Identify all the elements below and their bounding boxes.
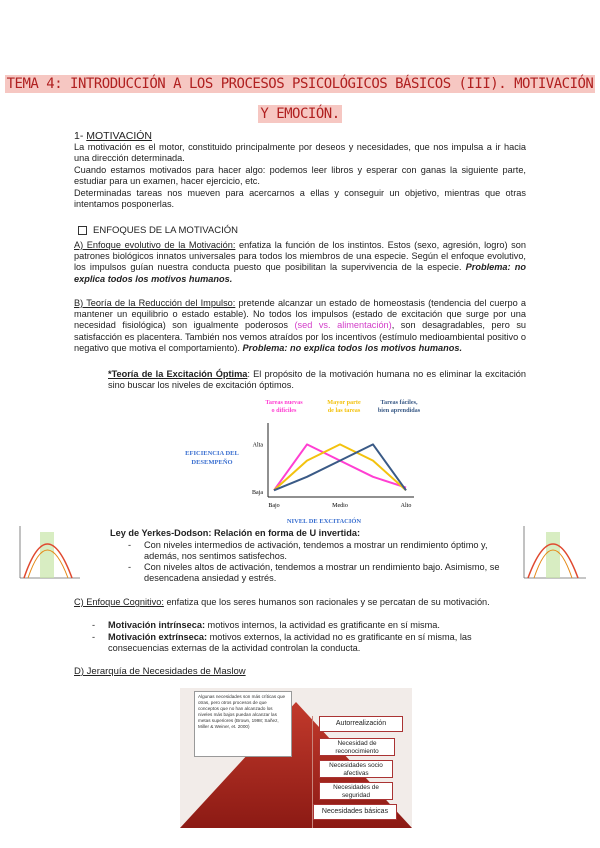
y-tick-label: Alta xyxy=(252,442,263,449)
legend-tareas-faciles: Tareas fáciles, bien aprendidas xyxy=(377,399,421,414)
section1-para3: Determinadas tareas nos mueven para acercarnos a ellas y conseguir un objetivo, mientras que otras intentamos posponerlas. xyxy=(74,188,526,210)
x-axis-label: NIVEL DE EXCITACIÓN xyxy=(286,518,362,525)
maslow-figure xyxy=(180,688,412,828)
axis-ticks xyxy=(252,442,411,509)
page-title-line2: Y EMOCIÓN. xyxy=(260,106,340,122)
section1-para2: Cuando estamos motivados para hacer algo: podemos leer libros y esperar con ganas la siguiente parte, estudiar para un examen, hacer ejercicio, etc. xyxy=(74,165,526,187)
maslow-level-1: Autorrealización xyxy=(319,716,403,732)
enfoque-cognitivo: C) Enfoque Cognitivo: enfatiza que los seres humanos son racionales y se percatan de su motivación. xyxy=(74,597,490,607)
legend-mayor-parte: Mayor parte de las tareas xyxy=(327,399,361,414)
yerkes-title: Ley de Yerkes-Dodson: Relación en forma de U invertida: xyxy=(110,528,361,538)
x-tick-label: Medio xyxy=(332,503,348,509)
yerkes-mini-chart-left xyxy=(10,520,84,586)
y-tick-label: Baja xyxy=(252,489,263,496)
y-axis-label: EFICIENCIA DEL DESEMPEÑO xyxy=(185,450,239,466)
arousal-chart-svg xyxy=(174,393,428,526)
motivacion-intrinseca: - Motivación intrínseca: motivos internos, la actividad es gratificante en sí misma. xyxy=(92,620,440,630)
series-curves xyxy=(274,444,406,490)
maslow-level-3: Necesidades socio afectivas xyxy=(319,760,393,778)
yerkes-mini-chart-right xyxy=(514,520,590,586)
series-line-2 xyxy=(274,444,406,490)
enfoques-heading: ENFOQUES DE LA MOTIVACIÓN xyxy=(78,225,238,236)
yerkes-item-2: - Con niveles altos de activación, tendemos a mostrar un rendimiento bajo. Asimismo, se desencadena ansiedad y estrés. xyxy=(128,562,500,584)
maslow-level-5: Necesidades básicas xyxy=(313,804,397,820)
x-tick-label: Bajo xyxy=(268,503,280,509)
excitacion-optima: *Teoría de la Excitación Óptima: El propósito de la motivación humana no es eliminar la excitación sino buscar los niveles de excitación óptimos. xyxy=(108,369,526,391)
legend-tareas-nuevas: Tareas nuevas o difíciles xyxy=(265,399,303,414)
x-tick-label: Alto xyxy=(400,503,412,509)
maslow-level-4: Necesidades de seguridad xyxy=(319,782,393,800)
series-line-0 xyxy=(274,444,406,490)
maslow-note: Algunas necesidades son más críticas que otras, pero otros procesos de que conceptos que no han alcanzado los niveles más bajos puedan alcanzar las metas superiores (Brown, 1998; Sañez, Miller & Weiner, et. 2000) xyxy=(194,691,292,757)
page-title-line1: TEMA 4: INTRODUCCIÓN A LOS PROCESOS PSICOLÓGICOS BÁSICOS (III). MOTIVACIÓN xyxy=(6,76,594,92)
maslow-levels xyxy=(312,716,404,828)
enfoque-evolutivo: A) Enfoque evolutivo de la Motivación: enfatiza la función de los instintos. Estos (sexo, agresión, logro) son patrones biológicos innatos universales para todos los miembros de una especie. Según el enfoque evolutivo, los impulsos guían nuestra conducta puesto que posibilitan la supervivencia de la especie. Problema: no explica todos los motivos humanos. xyxy=(74,240,526,284)
maslow-title: D) Jerarquía de Necesidades de Maslow xyxy=(74,666,246,677)
reduccion-impulso: B) Teoría de la Reducción del Impulso: pretende alcanzar un estado de homeostasis (tendencia del cuerpo a mantener un equilibrio o estado estable). No todos los impulsos (estado de excitación que surge por una necesidad fisiológica) son igualmente poderosos (sed vs. alimentación), son desagradables, pero su satisfacción es placentera. También nos vemos atraídos por los incentivos (estímulo medioambiental positivo o negativo que motiva el comportamiento). Problema: no explica todos los motivos humanos. xyxy=(74,298,527,353)
maslow-level-2: Necesidad de reconocimiento xyxy=(319,738,395,756)
yerkes-item-1: - Con niveles intermedios de activación, tendemos a mostrar un rendimiento óptimo y, además, nos sentimos satisfechos. xyxy=(128,540,488,562)
checkbox-icon[interactable] xyxy=(78,226,87,235)
section1-para1: La motivación es el motor, constituido principalmente por deseos y necesidades, que nos impulsa a ir hacia una dirección determinada. xyxy=(74,142,526,164)
motivacion-extrinseca: - Motivación extrínseca: motivos externos, la actividad no es gratificante en sí misma, las consecuencias externas de la actividad controlan la conducta. xyxy=(92,632,472,654)
section-heading: 1- MOTIVACIÓN xyxy=(74,130,152,142)
series-line-1 xyxy=(274,444,406,490)
arousal-chart xyxy=(174,393,428,526)
